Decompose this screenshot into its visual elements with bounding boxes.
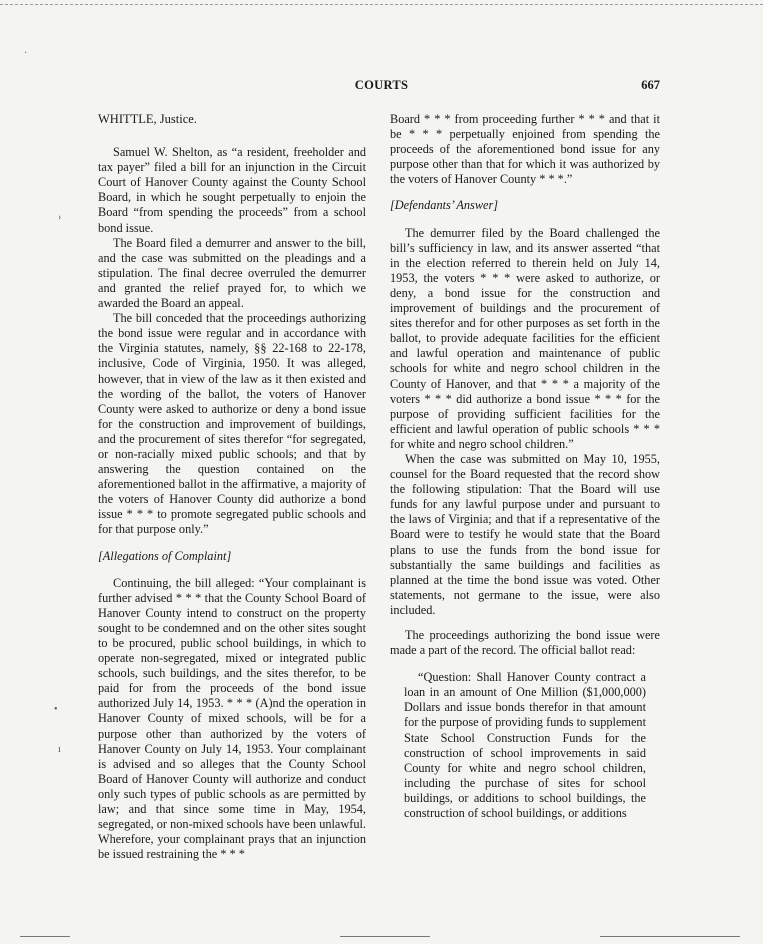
paragraph: Continuing, the bill alleged: “Your complainant is further advised * * * that the County School Board of Hanover County intend to construct on the property sought to be condemned and on the other sites sought to be procured, public school buildings, in which to operate non-segregated, mixed or integrated public schools, such buildings, and the sites therefor, to be paid for from the proceeds of the bond issue authorized July 14, 1953. * * * (A)nd the operation in Hanover County of mixed schools, will be for a purpose other than authorized by the voters of Hanover County on July 14, 1953. Your complainant is advised and so alleges that the County School Board of Hanover County will authorize and conduct only such types of public schools as are permitted by law; and that since some time in May, 1954, segregated, or non-mixed schools have been unlawful. Wherefore, your complainant prays that an injunction be issued restraining the * * * <box>98 575 366 862</box>
running-head: COURTS <box>354 78 409 92</box>
page-header <box>0 78 763 96</box>
bottom-rule <box>600 936 740 938</box>
top-edge-rule <box>0 4 763 5</box>
section-heading: [Defendants’ Answer] <box>390 198 499 213</box>
ballot-quote: “Question: Shall Hanover County contract a loan in an amount of One Million ($1,000,000) Dollars and issue bonds therefor in that amount for the purpose of providing funds to supplement State School Construction Funds for the construction of school improvements in said County for white and negro school children, including the purchase of sites for school buildings, or additions to school buildings, the construction of school buildings, or additions <box>404 670 646 821</box>
margin-mark: ı <box>58 744 61 755</box>
paragraph: When the case was submitted on May 10, 1955, counsel for the Board requested that the record show the following stipulation: That the Board will use funds for any lawful purpose under and pursuant to the laws of Virginia; and that if a representative of the Board were to testify he would state that the Board plans to use the funds from the bond issue for substantially the same buildings and facilities as planned at the time the bond issue was voted. Other statements, not germane to the issue, were also included. <box>390 451 660 617</box>
bottom-rule <box>20 936 70 938</box>
paragraph: The Board filed a demurrer and answer to the bill, and the case was submitted on the pleadings and a stipulation. The final decree overruled the demurrer and granted the relief prayed for, to which we awarded the Board an appeal. <box>98 235 366 311</box>
margin-mark: · <box>24 48 28 59</box>
opinion-author: WHITTLE, Justice. <box>98 112 197 126</box>
margin-mark: • <box>54 704 58 715</box>
page-number: 667 <box>641 78 660 92</box>
paragraph: Samuel W. Shelton, as “a resident, freeholder and tax payer” filed a bill for an injunction in the Circuit Court of Hanover County against the County School Board, in which he sought perpetually to enjoin the Board “from spending the proceeds” from a school bond issue. <box>98 145 366 235</box>
margin-mark: › <box>58 212 62 223</box>
paragraph: The bill conceded that the proceedings authorizing the bond issue were regular and in accordance with the Virginia statutes, namely, §§ 22-168 to 22-178, inclusive, Code of Virginia, 1950. It was alleged, however, that in view of the law as it then existed and the wording of the ballot, the voters of Hanover County were asked to authorize or deny a bond issue for the construction and improvement of buildings, and the procurement of sites therefor “for segregated, or non-racially mixed public schools; and that by answering the question contained on the aforementioned ballot in the affirmative, a majority of the voters of Hanover County did authorize a bond issue * * * to promote segregated public schools and for that purpose only.” <box>98 311 366 537</box>
section-heading: [Allegations of Complaint] <box>98 548 232 563</box>
paragraph: The demurrer filed by the Board challenged the bill’s sufficiency in law, and its answer asserted “that in the election referred to therein held on July 14, 1953, the voters * * * were asked to authorize, or deny, a bond issue for the construction and improvement of buildings and the procurement of sites therefor and for other purposes as set forth in the ballot, to provide adequate facilities for the efficient and lawful operation and maintenance of public schools for white and negro school children in the County of Hanover, and that * * * a majority of the voters * * * did authorize a bond issue * * * for the purpose of providing sufficient facilities for the efficient and lawful operation of public schools * * * for white and negro school children.” <box>390 225 660 451</box>
paragraph: Board * * * from proceeding further * * * and that it be * * * perpetually enjoined from spending the proceeds of the aforementioned bond issue for any purpose other than that for which it was authorized by the voters of Hanover County * * *.” <box>390 112 660 187</box>
right-column <box>390 112 660 821</box>
bottom-rule <box>340 936 430 938</box>
left-column <box>98 112 366 862</box>
paragraph: The proceedings authorizing the bond issue were made a part of the record. The official ballot read: <box>390 628 660 658</box>
